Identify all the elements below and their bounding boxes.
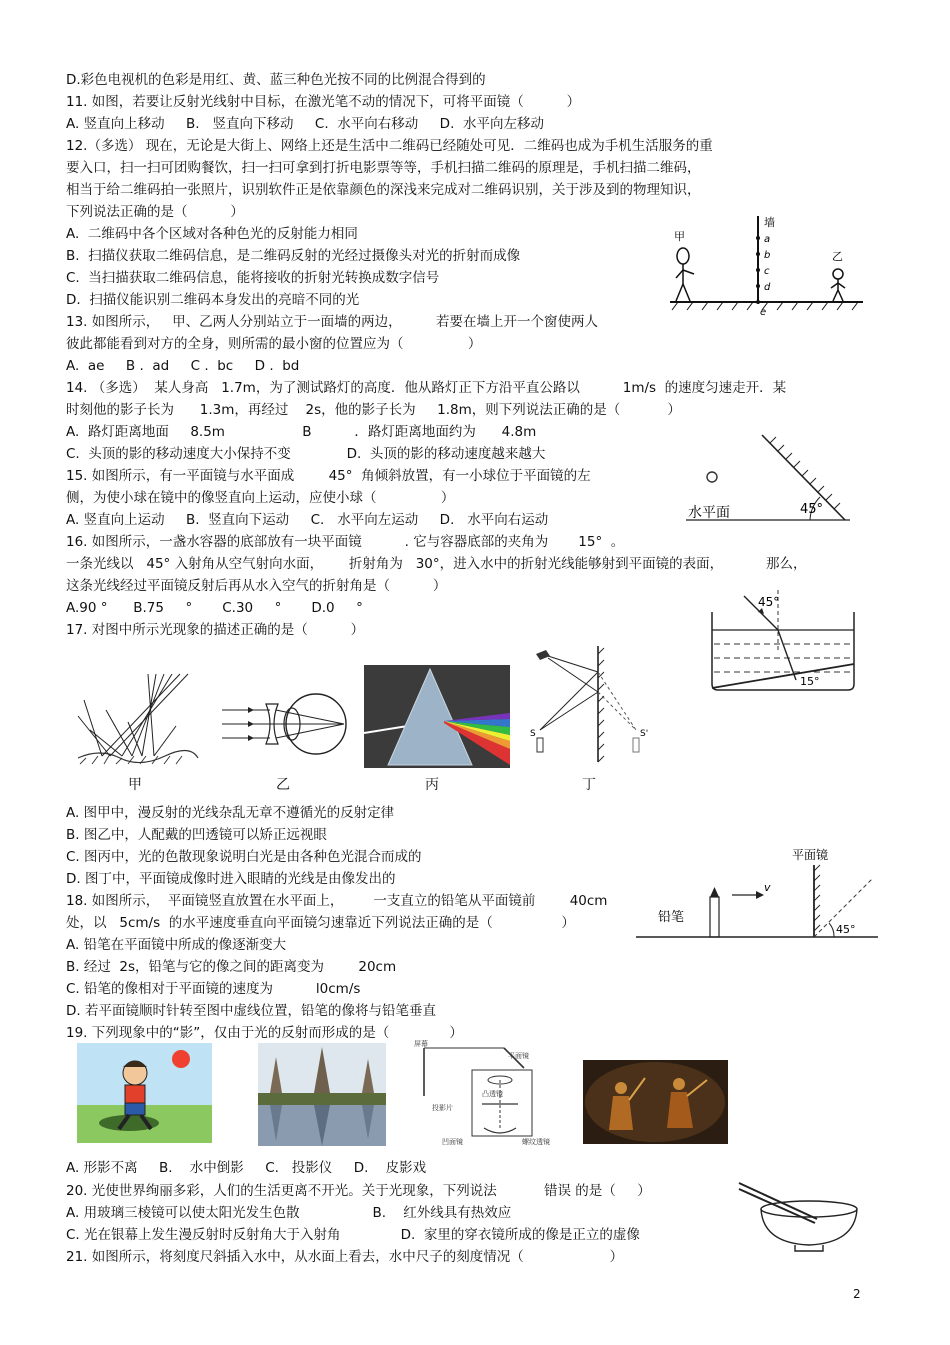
svg-text:d: d xyxy=(764,282,771,293)
figure-17-prism-dispersion xyxy=(364,665,510,768)
figure-17-diffuse-reflection xyxy=(70,670,200,770)
figure-16-water-container xyxy=(706,582,861,694)
svg-text:凹面镜: 凹面镜 xyxy=(442,1138,463,1146)
figure-15-inclined-mirror xyxy=(680,425,860,530)
svg-text:平面镜: 平面镜 xyxy=(508,1052,529,1060)
svg-text:投影片: 投影片 xyxy=(432,1104,453,1112)
question-12-option-d: D. 扫描仪能识别二维码本身发出的亮暗不同的光 xyxy=(66,292,360,308)
question-15-line2: 侧，为使小球在镜中的像竖直向上运动，应使小球（ ） xyxy=(66,490,455,506)
question-18-line2: 处，以 5cm/s 的水平速度垂直向平面镜匀速靠近下列说法正确的是（ ） xyxy=(66,915,575,931)
svg-text:45°: 45° xyxy=(758,595,780,609)
question-12-option-c: C. 当扫描获取二维码信息，能将接收的折射光转换成数字信号 xyxy=(66,270,440,286)
figure-17-caption-yi: 乙 xyxy=(276,777,290,793)
svg-text:螺纹透镜: 螺纹透镜 xyxy=(522,1138,550,1146)
svg-text:甲: 甲 xyxy=(674,230,685,243)
question-15-line1: 15. 如图所示，有一平面镜与水平面成 45° 角倾斜放置，有一小球位于平面镜的左 xyxy=(66,468,591,484)
svg-text:屏幕: 屏幕 xyxy=(414,1040,428,1048)
figure-17-eye-lens xyxy=(218,680,358,770)
question-13-line1: 13. 如图所示， 甲、乙两人分别站立于一面墙的两边， 若要在墙上开一个窗使两人 xyxy=(66,314,598,330)
svg-text:45°: 45° xyxy=(836,923,856,936)
question-20-options-ab: A. 用玻璃三棱镜可以使太阳光发生色散 B. 红外线具有热效应 xyxy=(66,1205,512,1221)
question-17: 17. 对图中所示光现象的描述正确的是（ ） xyxy=(66,622,365,638)
svg-text:乙: 乙 xyxy=(832,250,843,263)
question-12-option-b: B. 扫描仪获取二维码信息，是二维码反射的光经过摄像头对光的折射而成像 xyxy=(66,248,521,264)
figure-19-projector-diagram xyxy=(412,1040,562,1148)
question-19-options: A. 形影不离 B. 水中倒影 C. 投影仪 D. 皮影戏 xyxy=(66,1160,427,1176)
question-13-options: A. ae B . ad C . bc D . bd xyxy=(66,358,300,374)
question-17-option-b: B. 图乙中，人配戴的凹透镜可以矫正远视眼 xyxy=(66,827,327,843)
svg-text:凸透镜: 凸透镜 xyxy=(482,1090,503,1098)
figure-18-pencil-mirror xyxy=(636,845,881,940)
option-10d: D.彩色电视机的色彩是用红、黄、蓝三种色光按不同的比例混合得到的 xyxy=(66,72,486,88)
question-11-options: A. 竖直向上移动 B. 竖直向下移动 C. 水平向右移动 D. 水平向左移动 xyxy=(66,116,544,132)
question-12-line4: 下列说法正确的是（ ） xyxy=(66,204,244,220)
page-number: 2 xyxy=(853,1287,861,1301)
svg-text:铅笔: 铅笔 xyxy=(658,910,685,925)
question-13-line2: 彼此都能看到对方的全身，则所需的最小窗的位置应为（ ） xyxy=(66,336,482,352)
svg-text:b: b xyxy=(764,250,771,261)
svg-text:墙: 墙 xyxy=(764,216,775,229)
svg-text:平面镜: 平面镜 xyxy=(792,848,829,862)
svg-text:水平面: 水平面 xyxy=(688,505,730,521)
svg-text:45°: 45° xyxy=(800,502,824,517)
figure-17-caption-ding: 丁 xyxy=(582,777,596,793)
figure-17-plane-mirror-image xyxy=(528,642,653,772)
question-11: 11. 如图，若要让反射光线射中目标，在激光笔不动的情况下，可将平面镜（ ） xyxy=(66,94,581,110)
question-12-line1: 12.（多选） 现在，无论是大街上、网络上还是生活中二维码已经随处可见．二维码也成为手机生活服务的重 xyxy=(66,138,713,154)
question-16-line2: 一条光线以 45° 入射角从空气射向水面， 折射角为 30°，进入水中的折射光线能够射到平面镜的表面， 那么， xyxy=(66,556,807,572)
svg-text:S': S' xyxy=(640,729,649,739)
question-12-option-a: A. 二维码中各个区域对各种色光的反射能力相同 xyxy=(66,226,358,242)
svg-text:e: e xyxy=(760,307,767,316)
question-17-option-a: A. 图甲中，漫反射的光线杂乱无章不遵循光的反射定律 xyxy=(66,805,395,821)
figure-19-shadow-puppet xyxy=(583,1060,728,1144)
figure-13-wall xyxy=(668,212,868,316)
question-16-line3: 这条光线经过平面镜反射后再从水入空气的折射角是（ ） xyxy=(66,578,447,594)
question-15-options: A. 竖直向上运动 B. 竖直向下运动 C. 水平向左运动 D. 水平向右运动 xyxy=(66,512,549,528)
question-12-line3: 相当于给二维码拍一张照片，识别软件正是依靠颜色的深浅来完成对二维码识别，关于涉及到的物理知识， xyxy=(66,182,701,198)
question-20: 20. 光使世界绚丽多彩，人们的生活更离不开光。关于光现象，下列说法 错误 的是（ ） xyxy=(66,1183,651,1199)
question-20-options-cd: C. 光在银幕上发生漫反射时反射角大于入射角 D. 家里的穿衣镜所成的像是正立的虚像 xyxy=(66,1227,640,1243)
question-12-line2: 要入口，扫一扫可团购餐饮，扫一扫可拿到打折电影票等等，手机扫描二维码的原理是，手机扫描二维码， xyxy=(66,160,701,176)
svg-text:v: v xyxy=(764,881,771,894)
svg-text:S: S xyxy=(530,729,536,739)
figure-21-bowl-chopsticks xyxy=(735,1175,865,1255)
question-17-option-d: D. 图丁中，平面镜成像时进入眼睛的光线是由像发出的 xyxy=(66,871,396,887)
question-18-option-b: B. 经过 2s，铅笔与它的像之间的距离变为 20cm xyxy=(66,959,397,975)
question-14-options-cd: C. 头顶的影的移动速度大小保持不变 D. 头顶的影的移动速度越来越大 xyxy=(66,446,546,462)
figure-19-shadow-cartoon xyxy=(77,1043,212,1143)
question-18-option-a: A. 铅笔在平面镜中所成的像逐渐变大 xyxy=(66,937,287,953)
svg-text:c: c xyxy=(764,266,770,277)
question-18-option-d: D. 若平面镜顺时针转至图中虚线位置，铅笔的像将与铅笔垂直 xyxy=(66,1003,436,1019)
question-19: 19. 下列现象中的“影”，仅由于光的反射而形成的是（ ） xyxy=(66,1025,463,1041)
question-14-line2: 时刻他的影子长为 1.3m，再经过 2s，他的影子长为 1.8m，则下列说法正确的是（ ） xyxy=(66,402,681,418)
question-14-line1: 14. （多选） 某人身高 1.7m，为了测试路灯的高度．他从路灯正下方沿平直公路以 1m/s 的速度匀速走开．某 xyxy=(66,380,787,396)
svg-text:15°: 15° xyxy=(800,675,820,688)
figure-17-caption-bing: 丙 xyxy=(425,777,439,793)
question-21: 21. 如图所示，将刻度尺斜插入水中，从水面上看去，水中尺子的刻度情况（ ） xyxy=(66,1249,624,1265)
question-16-line1: 16. 如图所示，一盏水容器的底部放有一块平面镜 . 它与容器底部的夹角为 15° 。 xyxy=(66,534,625,550)
question-18-line1: 18. 如图所示， 平面镜竖直放置在水平面上， 一支直立的铅笔从平面镜前 40cm xyxy=(66,893,608,909)
question-14-options-ab: A. 路灯距离地面 8.5m B ．路灯距离地面约为 4.8m xyxy=(66,424,537,440)
figure-19-water-reflection-pagodas xyxy=(258,1043,386,1146)
svg-text:a: a xyxy=(764,234,771,245)
question-17-option-c: C. 图丙中，光的色散现象说明白光是由各种色光混合而成的 xyxy=(66,849,422,865)
question-16-options: A.90 ° B.75 ° C.30 ° D.0 ° xyxy=(66,600,363,616)
question-18-option-c: C. 铅笔的像相对于平面镜的速度为 l0cm/s xyxy=(66,981,361,997)
figure-17-caption-jia: 甲 xyxy=(128,777,142,793)
